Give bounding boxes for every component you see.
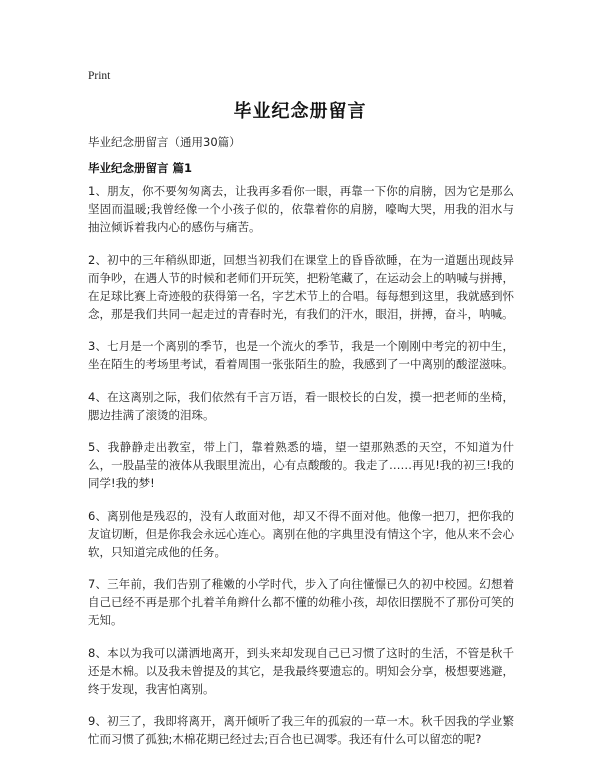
section-heading: 毕业纪念册留言 篇1 [88, 161, 193, 175]
paragraph: 7、三年前，我们告别了稚嫩的小学时代，步入了向往懂憬已久的初中校园。幻想着自己已经不再是那个扎着羊角辫什么都不懂的幼稚小孩，却依旧摆脱不了那份可笑的无知。 [88, 577, 514, 627]
paragraph: 9、初三了，我即将离开，离开倾听了我三年的孤寂的一草一木。秋千因我的学业繁忙而习惯了孤独;木棉花期已经过去;百合也已凋零。我还有什么可以留恋的呢? [88, 714, 514, 746]
paragraph-list [88, 182, 514, 763]
paragraph: 6、离别他是残忍的，没有人敢面对他，却又不得不面对他。他像一把刀，把你我的友谊切断，但是你我会永远心连心。离别在他的字典里没有情这个字，他从来不会心软，只知道完成他的任务。 [88, 508, 514, 559]
paragraph: 3、七月是一个离别的季节，也是一个流火的季节，我是一个刚刚中考完的初中生，坐在陌生的考场里考试，看着周围一张张陌生的脸，我感到了一中离别的酸涩滋味。 [88, 339, 514, 371]
print-link[interactable]: Print [88, 70, 111, 82]
paragraph: 2、初中的三年稍纵即逝，回想当初我们在课堂上的昏昏欲睡，在为一道题出现歧异而争吵，在遇人节的时候和老师们开玩笑，把粉笔藏了，在运动会上的呐喊与拼搏，在足球比赛上奇迹般的获得第一名，字艺术节上的合唱。每每想到这里，我就感到怀念，那是我们共同一起走过的青春时光，有我们的汗水，眼泪，拼搏，奋斗，呐喊。 [88, 252, 514, 321]
document-title: 毕业纪念册留言 [233, 101, 367, 122]
paragraph: 1、朋友，你不要匆匆离去，让我再多看你一眼，再靠一下你的肩膀，因为它是那么坚固而温暖;我曾经像一个小孩子似的，依靠着你的肩膀，嚎啕大哭，用我的泪水与抽泣倾诉着我内心的感伤与痛苦。 [88, 184, 514, 234]
paragraph: 5、我静静走出教室，带上门，靠着熟悉的墙，望一望那熟悉的天空，不知道为什么，一股晶莹的液体从我眼里流出，心有点酸酸的。我走了……再见!我的初三!我的同学!我的梦! [88, 440, 514, 490]
paragraph: 8、本以为我可以潇洒地离开，到头来却发现自己已习惯了这时的生活，不管是秋千还是木棉。以及我未曾提及的其它，是我最终要遗忘的。明知会分享，极想要逃避，终于发现，我害怕离别。 [88, 645, 514, 696]
document-subtitle: 毕业纪念册留言（通用30篇） [88, 135, 241, 149]
paragraph: 4、在这离别之际，我们依然有千言万语，看一眼校长的白发，摸一把老师的坐椅，腮边挂满了滚烫的泪珠。 [88, 389, 514, 422]
